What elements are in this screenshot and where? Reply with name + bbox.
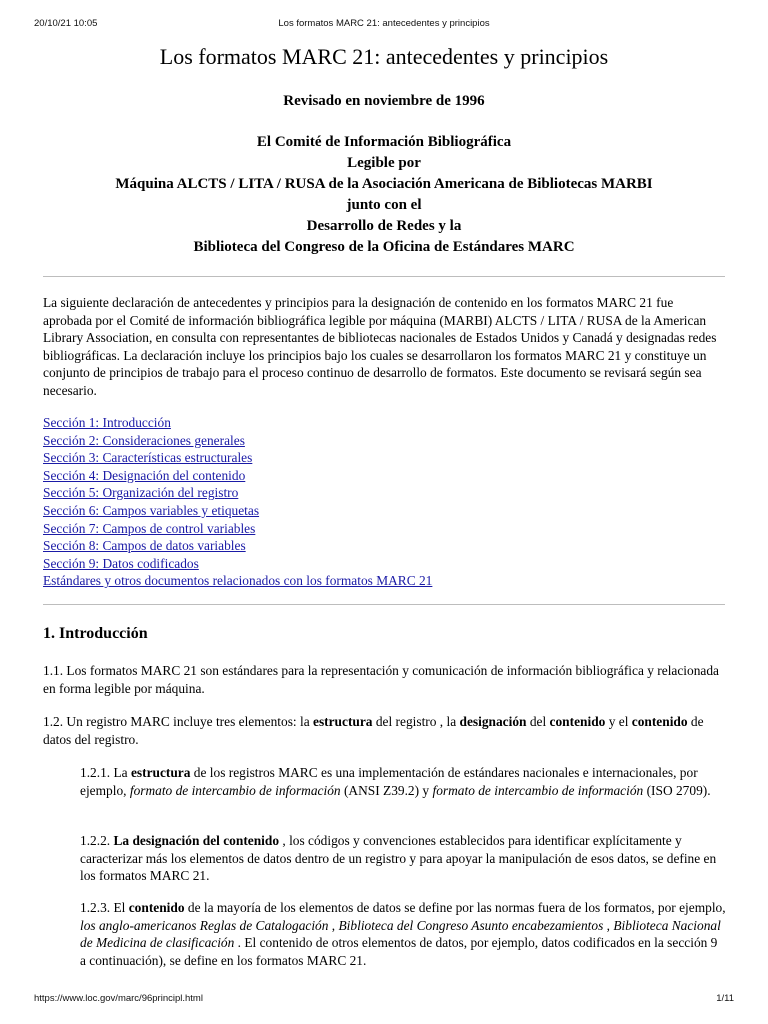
print-header xyxy=(0,5,768,29)
revision-note: Revisado en noviembre de 1996 xyxy=(283,93,485,109)
toc-link-standards[interactable]: Estándares y otros documentos relacionados con los formatos MARC 21 xyxy=(43,573,433,589)
divider xyxy=(43,604,725,605)
committee-line: Biblioteca del Congreso de la Oficina de Estándares MARC xyxy=(193,239,575,255)
toc-link-section-2[interactable]: Sección 2: Consideraciones generales xyxy=(43,432,245,448)
toc-link-section-7[interactable]: Sección 7: Campos de control variables xyxy=(43,520,256,536)
toc-link-section-9[interactable]: Sección 9: Datos codificados xyxy=(43,555,199,571)
paragraph-1-2-1: 1.2.1. La estructura de los registros MARC es una implementación de estándares nacionales e internacionales, por ejemplo, formato de intercambio de información (ANSI Z39.2) y formato de intercambio de información (ISO 2709). xyxy=(80,765,711,798)
paragraph-1-1: 1.1. Los formatos MARC 21 son estándares para la representación y comunicación de información bibliográfica y relacionada en forma legible por máquina. xyxy=(43,663,719,696)
page-number: 1/11 xyxy=(716,993,734,1004)
committee-line: Desarrollo de Redes y la xyxy=(306,218,462,234)
committee-block xyxy=(0,132,768,258)
print-date: 20/10/21 10:05 xyxy=(34,18,98,29)
paragraph-1-2-2: 1.2.2. La designación del contenido , los códigos y convenciones establecidos para identificar explícitamente y caracterizar más los elementos de datos dentro de un registro y para apoyar la manipulación de esos datos, se define en los formatos MARC 21. xyxy=(80,833,717,883)
toc-link-section-8[interactable]: Sección 8: Campos de datos variables xyxy=(43,538,246,554)
committee-line: El Comité de Información Bibliográfica xyxy=(256,134,512,150)
section-heading: 1. Introducción xyxy=(43,625,148,642)
table-of-contents xyxy=(43,414,725,590)
toc-link-section-5[interactable]: Sección 5: Organización del registro xyxy=(43,485,239,501)
committee-line: junto con el xyxy=(346,197,422,213)
toc-link-section-4[interactable]: Sección 4: Designación del contenido xyxy=(43,467,246,483)
toc-link-section-1[interactable]: Sección 1: Introducción xyxy=(43,415,171,430)
intro-paragraph: La siguiente declaración de antecedentes y principios para la designación de contenido en los formatos MARC 21 fue aprobada por el Comité de información bibliográfica legible por máquina (MARBI) ALCTS / LITA / RUSA de la American Library Association, en consulta con representantes de bibliotecas nacionales de Estados Unidos y Canadá y designadas redes bibliográficas. La declaración incluye los principios bajo los cuales se desarrollaron los formatos MARC 21 y constituye un conjunto de principios de trabajo para el proceso continuo de desarrollo de formatos. Este documento se revisará según sea necesario. xyxy=(43,295,717,398)
print-url: https://www.loc.gov/marc/96principl.html xyxy=(34,993,203,1004)
committee-line: Máquina ALCTS / LITA / RUSA de la Asociación Americana de Bibliotecas MARBI xyxy=(115,176,653,192)
paragraph-1-2: 1.2. Un registro MARC incluye tres elementos: la estructura del registro , la designación del contenido y el contenido de datos del registro. xyxy=(43,714,704,747)
print-title: Los formatos MARC 21: antecedentes y principios xyxy=(278,18,490,29)
paragraph-1-2-3: 1.2.3. El contenido de la mayoría de los elementos de datos se define por las normas fuera de los formatos, por ejemplo, los anglo-americanos Reglas de Catalogación , Biblioteca del Congreso Asunto encabezamientos , Biblioteca Nacional de Medicina de clasificación . El contenido de otros elementos de datos, por ejemplo, datos codificados en la sección 9 a continuación), se define en los formatos MARC 21. xyxy=(80,900,726,968)
divider xyxy=(43,276,725,277)
toc-link-section-3[interactable]: Sección 3: Características estructurales xyxy=(43,450,253,466)
toc-link-section-6[interactable]: Sección 6: Campos variables y etiquetas xyxy=(43,502,260,518)
page-title: Los formatos MARC 21: antecedentes y principios xyxy=(159,44,609,69)
committee-line: Legible por xyxy=(347,155,421,171)
